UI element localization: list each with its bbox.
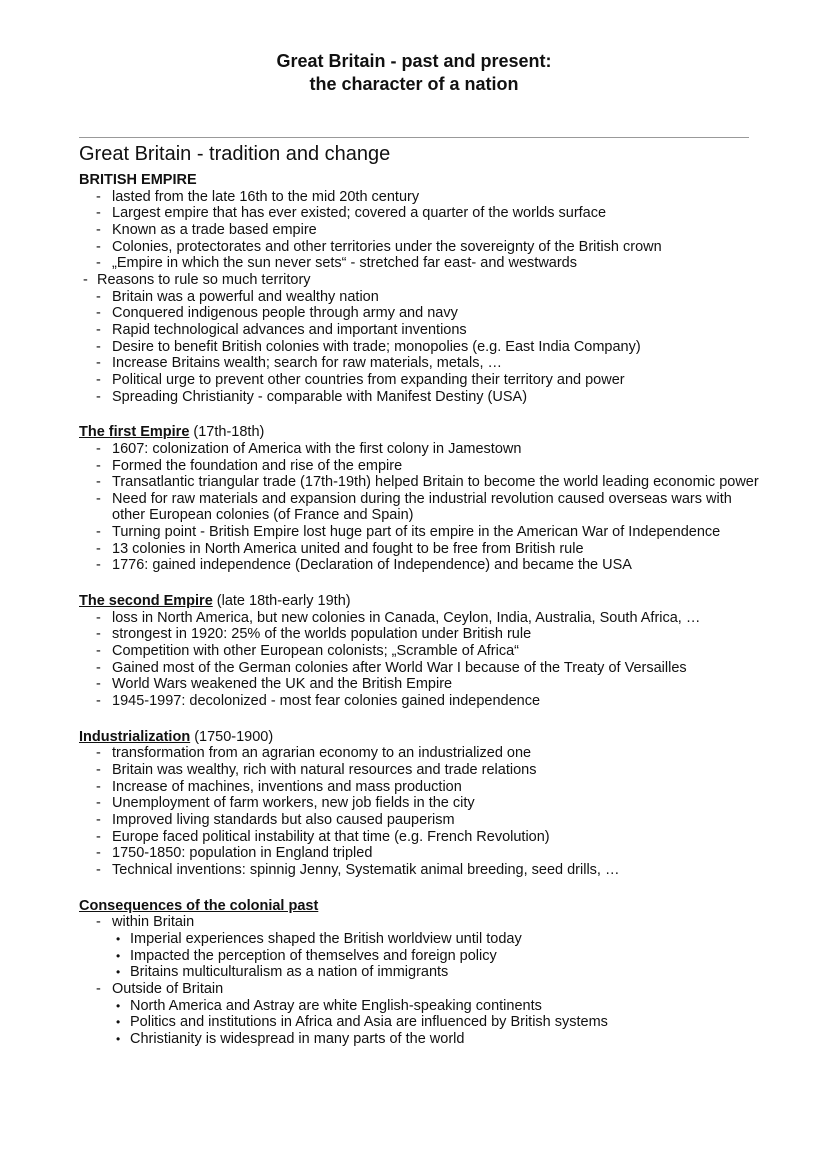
dash-icon: -: [96, 828, 101, 845]
list-item-text: Christianity is widespread in many parts of the world: [130, 1030, 465, 1047]
divider: [79, 137, 749, 138]
list-item: [79, 474, 759, 491]
list-item-text: Need for raw materials and expansion during the industrial revolution caused overseas wars with other European colonies (of France and Spain): [112, 490, 732, 524]
dash-icon: -: [96, 778, 101, 795]
document-title: [0, 50, 828, 96]
list-item: [79, 964, 759, 981]
list-item-text: Competition with other European colonists; „Scramble of Africa“: [112, 643, 519, 660]
list-item-text: Politics and institutions in Africa and Asia are influenced by British systems: [130, 1014, 608, 1031]
list-item-text: Increase of machines, inventions and mass production: [112, 778, 462, 795]
list-item: [79, 693, 759, 710]
list-item: [79, 1014, 759, 1031]
list-item-text: World Wars weakened the UK and the British Empire: [112, 676, 453, 693]
dash-icon: -: [96, 474, 101, 491]
dash-icon: -: [96, 745, 101, 762]
list-item-text: transformation from an agrarian economy to an industrialized one: [112, 745, 532, 762]
dash-icon: -: [96, 490, 101, 507]
list-item-text: Desire to benefit British colonies with trade; monopolies (e.g. East India Company): [112, 338, 641, 355]
dash-icon: -: [96, 205, 101, 222]
list-item-text: Improved living standards but also caused pauperism: [112, 811, 455, 828]
list-item: [79, 812, 759, 829]
list-item-text: lasted from the late 16th to the mid 20th century: [112, 188, 420, 205]
list-item: [79, 189, 759, 206]
list-item: [79, 862, 759, 879]
section: [79, 898, 759, 1048]
list-item-text: „Empire in which the sun never sets“ - stretched far east- and westwards: [112, 255, 577, 272]
list-item: [79, 289, 759, 306]
list-item-text: 1945-1997: decolonized - most fear colonies gained independence: [112, 693, 541, 710]
list-item-text: Unemployment of farm workers, new job fields in the city: [112, 795, 475, 812]
list-item: [79, 305, 759, 322]
dash-icon: -: [96, 188, 101, 205]
list-item: [79, 981, 759, 998]
title-line-1: Great Britain - past and present:: [276, 51, 552, 71]
list-item-text: Largest empire that has ever existed; covered a quarter of the worlds surface: [112, 205, 607, 222]
list-item: [79, 626, 759, 643]
list-item-text: Gained most of the German colonies after World War I because of the Treaty of Versailles: [112, 659, 687, 676]
list-item-text: Political urge to prevent other countries from expanding their territory and power: [112, 371, 625, 388]
list-item-text: 1607: colonization of America with the first colony in Jamestown: [112, 440, 522, 457]
dash-icon: -: [96, 845, 101, 862]
section-title-period: (17th-18th): [189, 424, 265, 441]
list-item: [79, 845, 759, 862]
dash-icon: -: [96, 221, 101, 238]
section: [79, 729, 759, 879]
list-item: [79, 557, 759, 574]
list-item: [79, 389, 759, 406]
section: [79, 593, 759, 710]
list-item: [79, 458, 759, 475]
dash-icon: -: [96, 693, 101, 710]
section-title: [79, 424, 759, 441]
document-body: [79, 172, 759, 1048]
section: [79, 424, 759, 574]
list-item: [79, 541, 759, 558]
bullet-icon: •: [116, 1015, 121, 1030]
list-item: [79, 272, 759, 289]
list-item-text: Imperial experiences shaped the British worldview until today: [130, 930, 522, 947]
list-item-text: within Britain: [112, 914, 195, 931]
list-item-text: Transatlantic triangular trade (17th-19th) helped Britain to become the world leading economic power: [112, 474, 759, 491]
list-item: [79, 998, 759, 1015]
dash-icon: -: [96, 795, 101, 812]
section-title: [79, 729, 759, 746]
dash-icon: -: [96, 238, 101, 255]
list-item-text: North America and Astray are white English-speaking continents: [130, 997, 542, 1014]
list-item-text: Impacted the perception of themselves and foreign policy: [130, 947, 497, 964]
section: [79, 172, 759, 405]
bullet-icon: •: [116, 948, 121, 963]
list-item-text: Colonies, protectorates and other territories under the sovereignty of the British crown: [112, 238, 662, 255]
dash-icon: -: [96, 643, 101, 660]
list-item-text: Rapid technological advances and important inventions: [112, 321, 467, 338]
section-title-text: BRITISH EMPIRE: [79, 172, 197, 188]
section-title-text: The second Empire: [79, 593, 213, 610]
list-item: [79, 745, 759, 762]
list-item: [79, 1031, 759, 1048]
list-item-text: strongest in 1920: 25% of the worlds population under British rule: [112, 626, 532, 643]
dash-icon: -: [96, 440, 101, 457]
list-item: [79, 643, 759, 660]
section-heading: Great Britain - tradition and change: [79, 143, 391, 165]
dash-icon: -: [96, 811, 101, 828]
section-title: [79, 898, 759, 915]
list-item-text: Reasons to rule so much territory: [97, 271, 311, 288]
list-item-text: loss in North America, but new colonies in Canada, Ceylon, India, Australia, South Africa, …: [112, 609, 701, 626]
list-item-text: 13 colonies in North America united and fought to be free from British rule: [112, 540, 584, 557]
list-item: [79, 524, 759, 541]
dash-icon: -: [96, 676, 101, 693]
list-item: [79, 222, 759, 239]
section-title-text: The first Empire: [79, 424, 190, 441]
dash-icon: -: [96, 980, 101, 997]
list-item: [79, 239, 759, 256]
list-item: [79, 779, 759, 796]
list-item-text: Known as a trade based empire: [112, 221, 317, 238]
section-title: [79, 593, 759, 610]
dash-icon: -: [96, 626, 101, 643]
list-item-text: Formed the foundation and rise of the empire: [112, 457, 403, 474]
list-item: [79, 322, 759, 339]
bullet-icon: •: [116, 965, 121, 980]
list-item: [79, 795, 759, 812]
dash-icon: -: [96, 914, 101, 931]
dash-icon: -: [96, 355, 101, 372]
list-item: [79, 829, 759, 846]
bullet-icon: •: [116, 998, 121, 1013]
section-title-period: (1750-1900): [190, 728, 274, 745]
dash-icon: -: [96, 609, 101, 626]
list-item: [79, 948, 759, 965]
dash-icon: -: [96, 861, 101, 878]
list-item: [79, 762, 759, 779]
list-item-text: 1776: gained independence (Declaration of Independence) and became the USA: [112, 557, 632, 574]
dash-icon: -: [96, 255, 101, 272]
dash-icon: -: [96, 557, 101, 574]
dash-icon: -: [96, 524, 101, 541]
list-item-text: Europe faced political instability at that time (e.g. French Revolution): [112, 828, 550, 845]
dash-icon: -: [96, 457, 101, 474]
list-item: [79, 610, 759, 627]
list-item: [79, 372, 759, 389]
section-title: [79, 172, 759, 189]
dash-icon: -: [96, 321, 101, 338]
dash-icon: -: [96, 288, 101, 305]
list-item-text: Britain was wealthy, rich with natural resources and trade relations: [112, 762, 537, 778]
dash-icon: -: [96, 338, 101, 355]
list-item: [79, 441, 759, 458]
list-item-text: 1750-1850: population in England tripled: [112, 845, 373, 862]
list-item: [79, 339, 759, 356]
dash-icon: -: [96, 371, 101, 388]
list-item-text: Technical inventions: spinnig Jenny, Systematik animal breeding, seed drills, …: [112, 861, 620, 878]
list-item-text: Turning point - British Empire lost huge part of its empire in the American War of Independence: [112, 524, 721, 541]
list-item: [79, 255, 759, 272]
list-item: [79, 491, 759, 524]
list-item-text: Britains multiculturalism as a nation of immigrants: [130, 964, 449, 981]
dash-icon: -: [96, 659, 101, 676]
dash-icon: -: [96, 388, 101, 405]
section-title-text: Consequences of the colonial past: [79, 897, 319, 914]
list-item: [79, 355, 759, 372]
dash-icon: -: [96, 540, 101, 557]
list-item: [79, 660, 759, 677]
list-item-text: Conquered indigenous people through army and navy: [112, 305, 458, 322]
list-item: [79, 914, 759, 931]
bullet-icon: •: [116, 1031, 121, 1046]
list-item-text: Increase Britains wealth; search for raw materials, metals, …: [112, 355, 503, 372]
bullet-icon: •: [116, 931, 121, 946]
list-item-text: Britain was a powerful and wealthy nation: [112, 288, 379, 305]
dash-icon: -: [83, 271, 88, 288]
title-line-2: the character of a nation: [309, 74, 519, 94]
dash-icon: -: [96, 762, 101, 778]
list-item-text: Outside of Britain: [112, 980, 224, 997]
dash-icon: -: [96, 305, 101, 322]
list-item: [79, 205, 759, 222]
list-item: [79, 931, 759, 948]
section-title-text: Industrialization: [79, 728, 191, 745]
list-item: [79, 676, 759, 693]
section-title-period: (late 18th-early 19th): [212, 593, 351, 610]
list-item-text: Spreading Christianity - comparable with Manifest Destiny (USA): [112, 388, 528, 405]
